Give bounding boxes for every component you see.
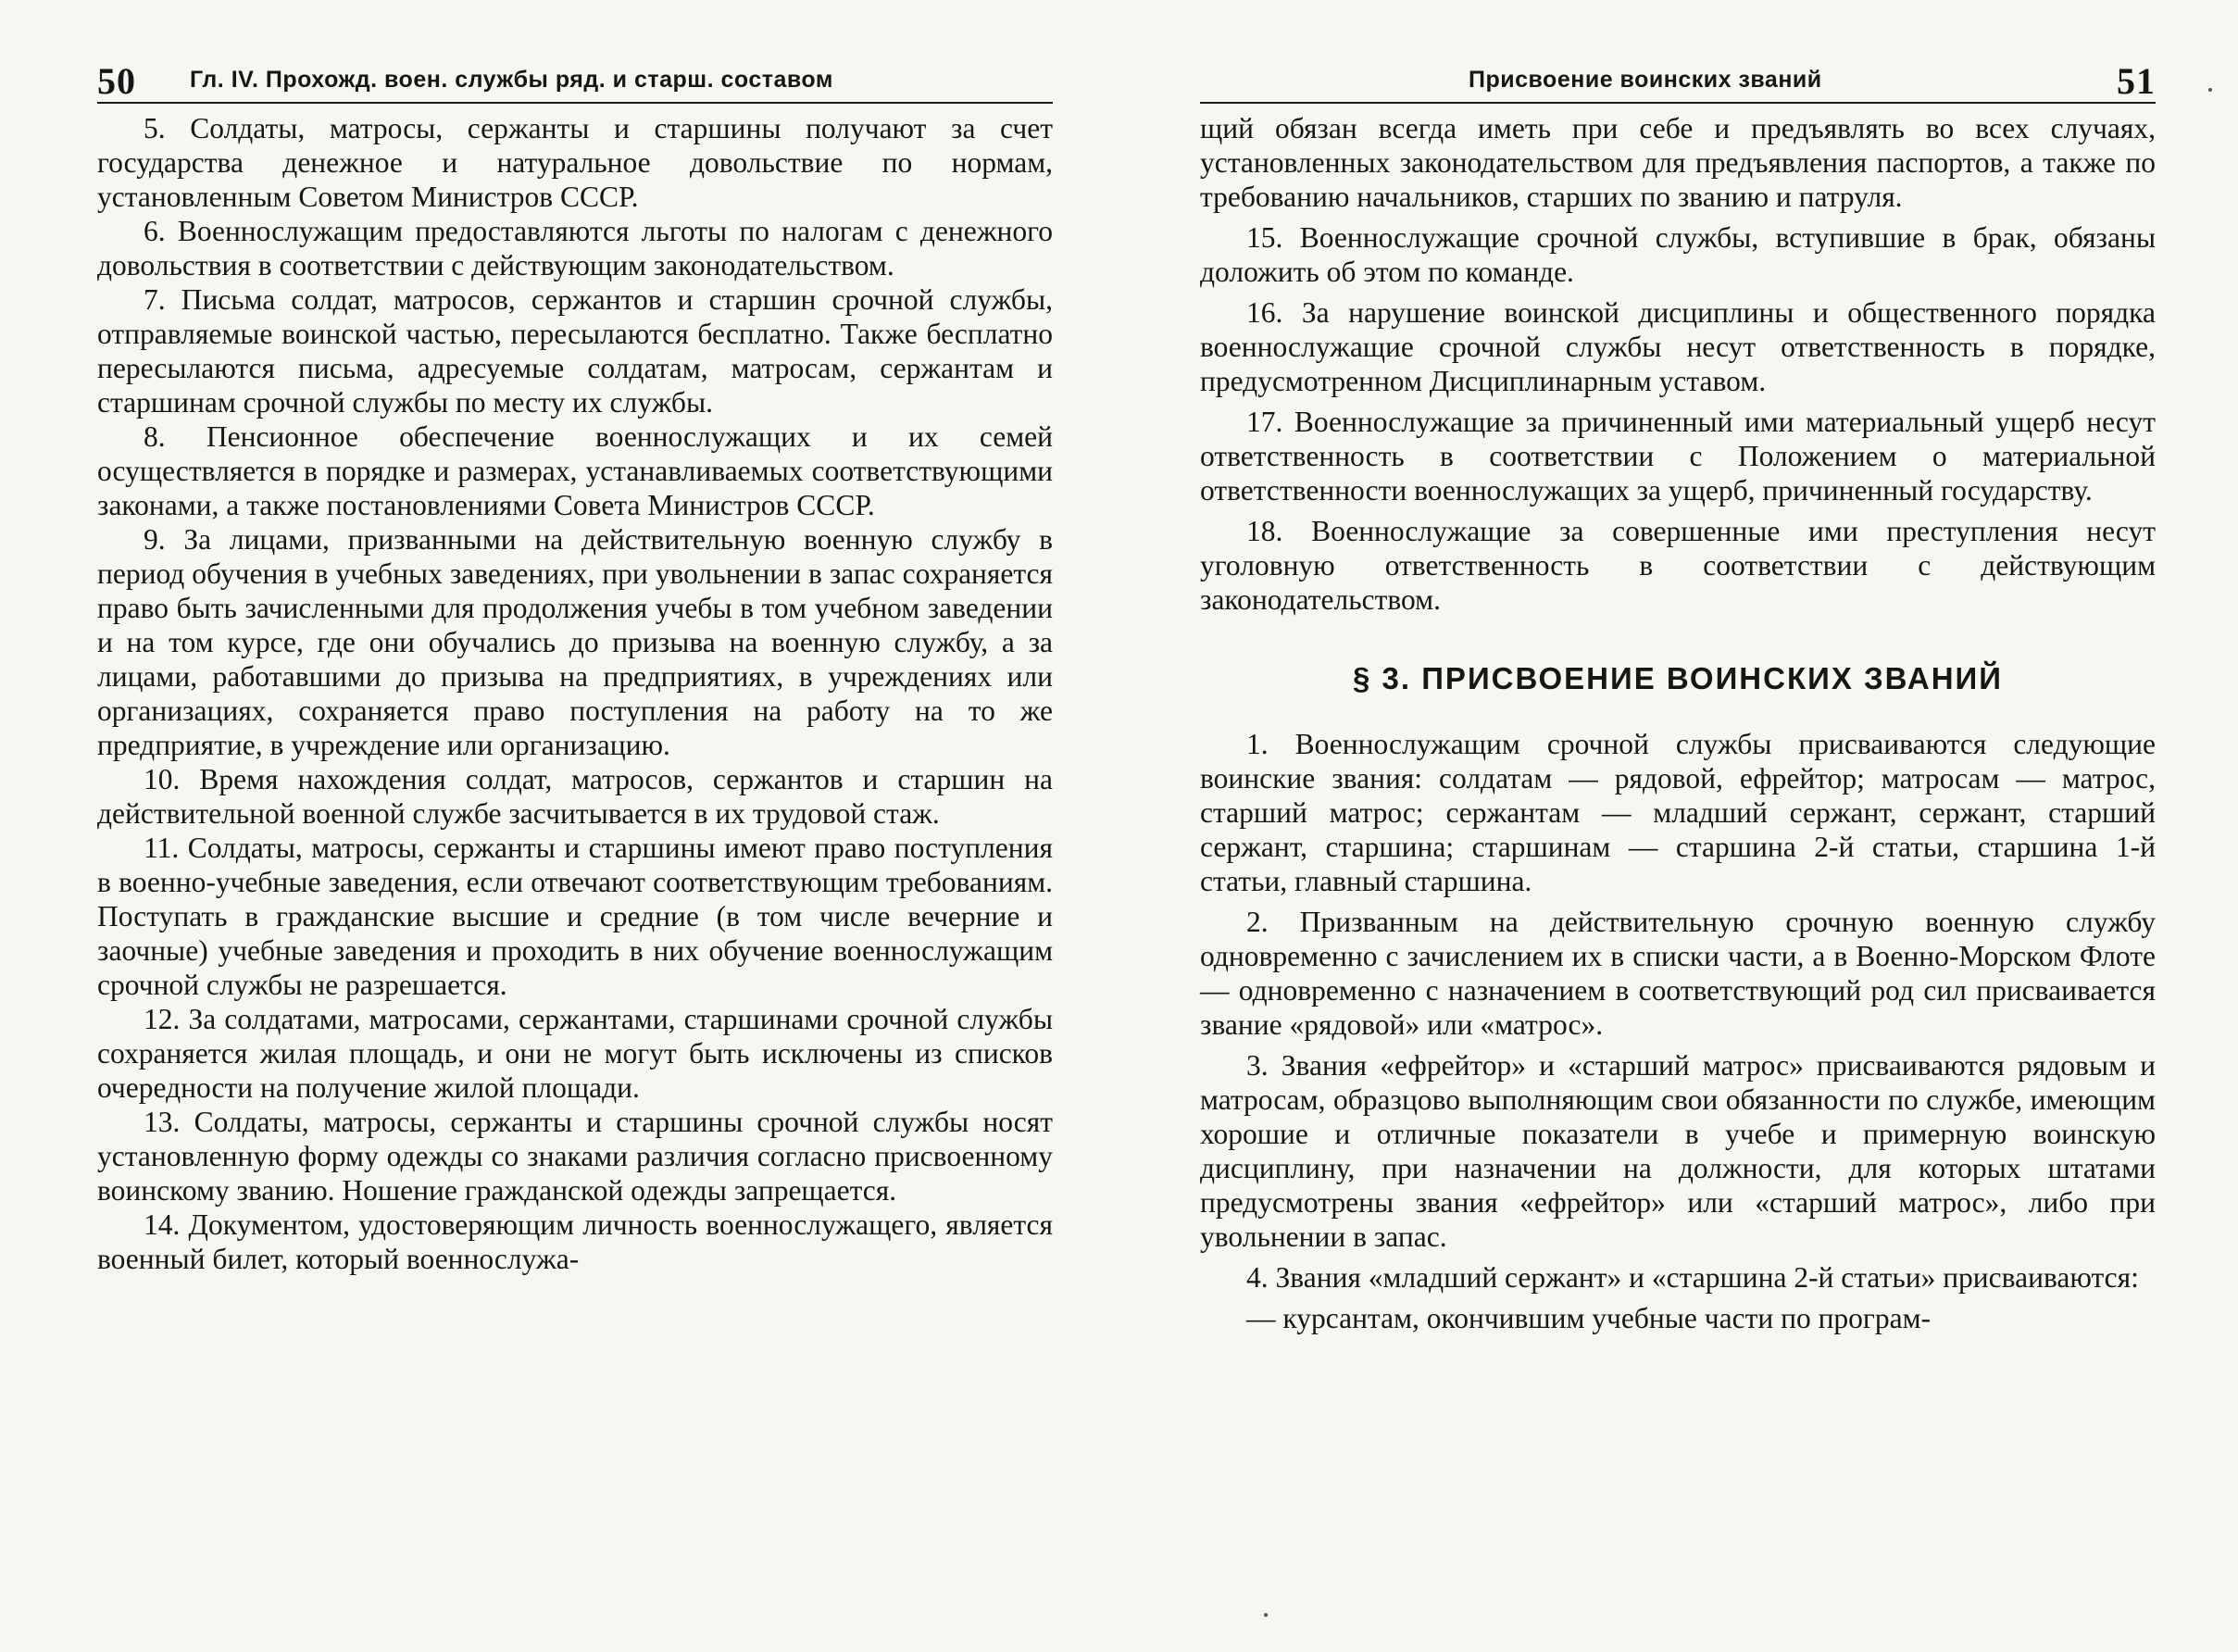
left-page-body [97,111,1053,1276]
left-running-head [97,56,1053,104]
paragraph-10: 10. Время нахождения солдат, матросов, сержантов и старшин на действительной военной службе засчитывается в их трудовой стаж. [97,763,1053,830]
paragraph-9: 9. За лицами, призванными на действительную военную службу в период обучения в учебных заведениях, при увольнении в запас сохраняется право быть зачисленными для продолжения учебы в том учебном заведении и на том курсе, где они обучались до призыва на военную службу, а за лицами, работавшими до призыва на предприятиях, в учреждениях или организациях, сохраняется право поступления на работу на то же предприятие, в учреждение или организацию. [97,523,1053,761]
right-page-body [1200,111,2156,1342]
section-paragraph-2: 2. Призванным на действительную срочную военную службу одновременно с зачислением их в списки части, а в Военно-Морском Флоте — одновременно с назначением в соответствующий род сил присваивается звание «рядовой» или «матрос». [1200,906,2156,1041]
print-speck [2208,88,2212,92]
paragraph-6: 6. Военнослужащим предоставляются льготы по налогам с денежного довольствия в соответствии с действующим законодательством. [97,215,1053,282]
paragraph-7: 7. Письма солдат, матросов, сержантов и старшин срочной службы, отправляемые воинской частью, пересылаются бесплатно. Также бесплатно пересылаются письма, адресуемые солдатам, матросам, сержантам и старшинам срочной службы по месту их службы. [97,283,1053,419]
section-paragraph-4-list-item: — курсантам, окончившим учебные части по програм- [1246,1302,1932,1334]
paragraph-15: 15. Военнослужащие срочной службы, вступившие в брак, обязаны доложить об этом по команде. [1200,221,2156,288]
paragraph-14: 14. Документом, удостоверяющим личность военнослужащего, является военный билет, который военнослужа- [97,1208,1053,1275]
paragraph-5: 5. Солдаты, матросы, сержанты и старшины получают за счет государства денежное и натуральное довольствие по нормам, установленным Советом Министров СССР. [97,112,1053,213]
paragraph-17: 17. Военнослужащие за причиненный ими материальный ущерб несут ответственность в соответствии с Положением о материальной ответственности военнослужащих за ущерб, причиненный государству. [1200,406,2156,507]
left-running-head-title: Гл. IV. Прохожд. воен. службы ряд. и старш. составом [190,67,833,93]
section-paragraph-3: 3. Звания «ефрейтор» и «старший матрос» присваиваются рядовым и матросам, образцово выполняющим свои обязанности по службе, имеющим хорошие и отличные показатели в учебе и примерную воинскую дисциплину, при назначении на должности, для которых штатами предусмотрены звания «ефрейтор» или «старший матрос», либо при увольнении в запас. [1200,1049,2156,1253]
section-title: § 3. ПРИСВОЕНИЕ ВОИНСКИХ ЗВАНИЙ [1353,661,2003,695]
print-speck [1264,1613,1268,1617]
paragraph-14-continuation: щий обязан всегда иметь при себе и предъявлять во всех случаях, установленных законодательством для предъявления паспортов, а также по требованию начальников, старших по званию и патруля. [1200,112,2156,213]
section-paragraph-1: 1. Военнослужащим срочной службы присваиваются следующие воинские звания: солдатам — рядовой, ефрейтор; матросам — матрос, старший матрос; сержантам — младший сержант, сержант, старший сержант, старшина; старшинам — старшина 2-й статьи, старшина 1-й статьи, главный старшина. [1200,728,2156,897]
paragraph-11: 11. Солдаты, матросы, сержанты и старшины имеют право поступления в военно-учебные заведения, если отвечают соответствующим требованиям. Поступать в гражданские высшие и средние (в том числе вечерние и заочные) учебные заведения и проходить в них обучение военнослужащим срочной службы не разрешается. [97,832,1053,1001]
paragraph-13: 13. Солдаты, матросы, сержанты и старшины срочной службы носят установленную форму одежды со знаками различия согласно присвоенному воинскому званию. Ношение гражданской одежды запрещается. [97,1106,1053,1207]
right-running-head-title: Присвоение воинских званий [1469,67,1822,93]
section-paragraph-4: 4. Звания «младший сержант» и «старшина 2-й статьи» присваиваются: [1246,1261,2139,1294]
paragraph-8: 8. Пенсионное обеспечение военнослужащих и их семей осуществляется в порядке и размерах, устанавливаемых соответствующими законами, а также постановлениями Совета Министров СССР. [97,420,1053,521]
paragraph-18: 18. Военнослужащие за совершенные ими преступления несут уголовную ответственность в соответствии с действующим законодательством. [1200,515,2156,616]
paragraph-16: 16. За нарушение воинской дисциплины и общественного порядка военнослужащие срочной службы несут ответственность в порядке, предусмотренном Дисциплинарным уставом. [1200,296,2156,397]
left-page-number: 50 [97,60,136,102]
paragraph-12: 12. За солдатами, матросами, сержантами, старшинами срочной службы сохраняется жилая площадь, и они не могут быть исключены из списков очередности на получение жилой площади. [97,1003,1053,1104]
right-running-head [1200,56,2156,104]
right-page-number: 51 [2117,60,2156,102]
